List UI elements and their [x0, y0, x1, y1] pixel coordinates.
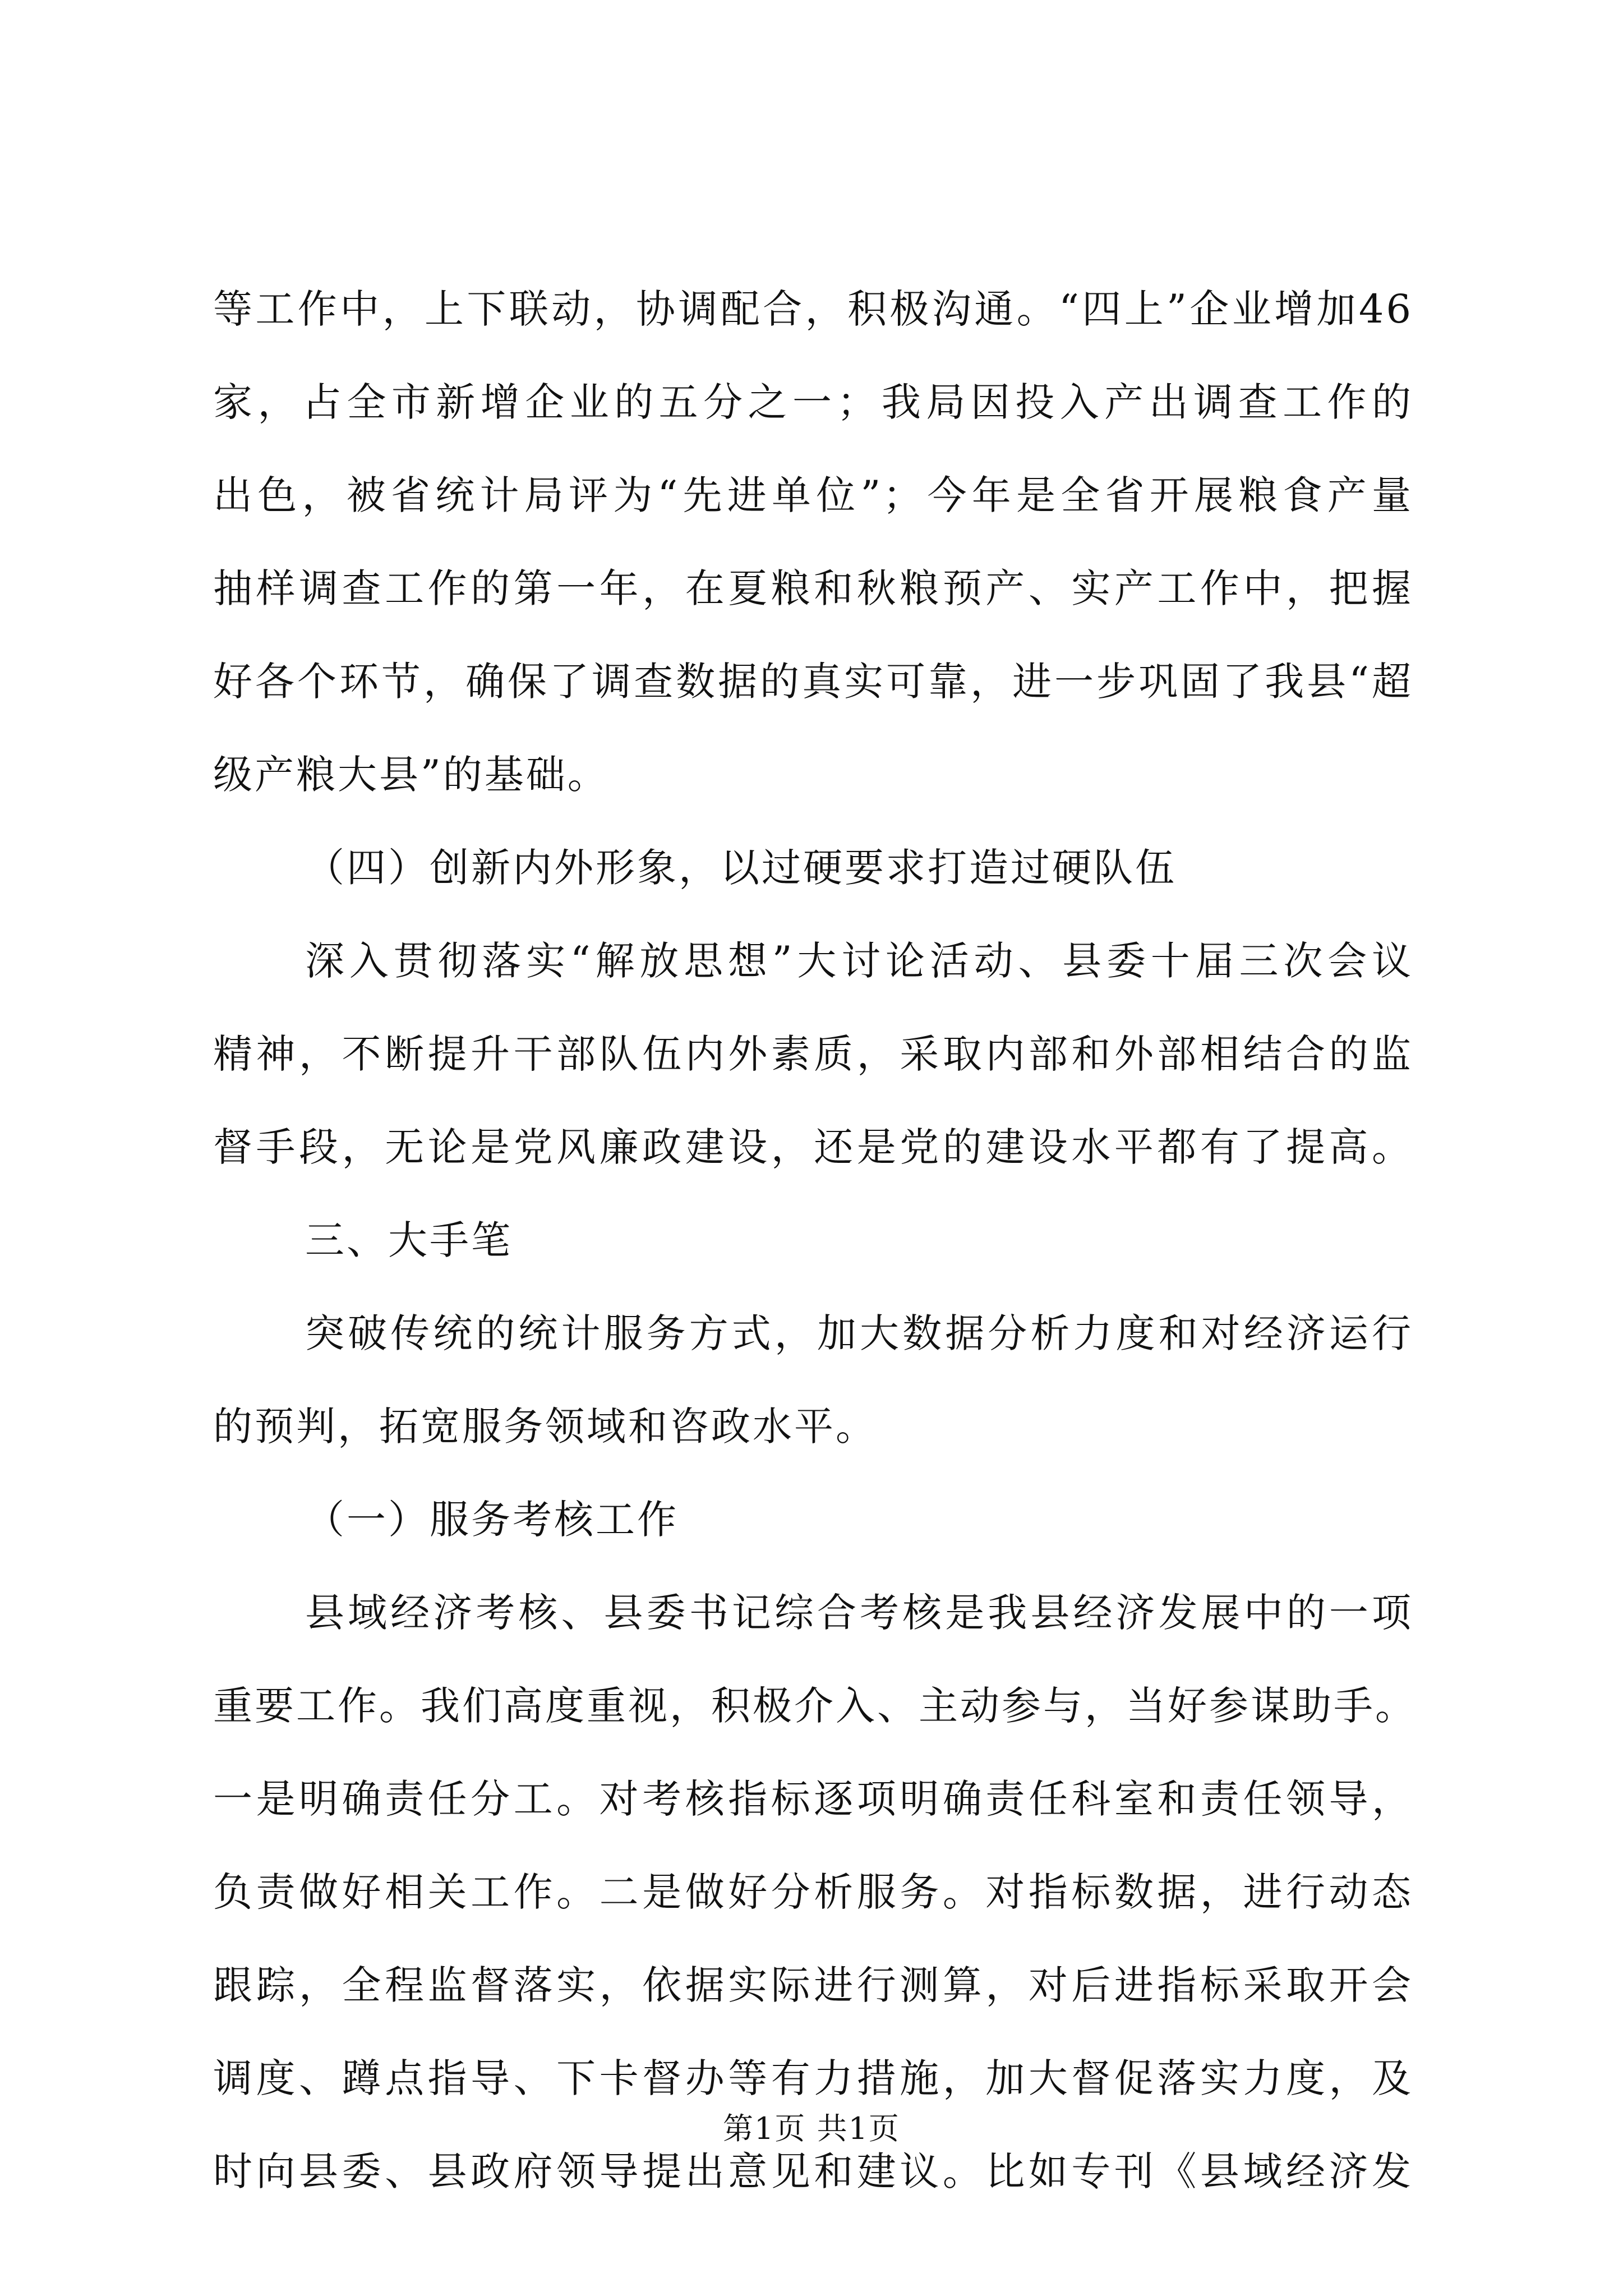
text-line: 负责做好相关工作。二是做好分析服务。对指标数据，进行动态 — [213, 1869, 1413, 1915]
document-body — [213, 263, 1417, 2218]
section-heading: （一）服务考核工作 — [305, 1497, 679, 1543]
text-line: 县域经济考核、县委书记综合考核是我县经济发展中的一项 — [305, 1590, 1413, 1636]
text-line: 等工作中，上下联动，协调配合，积极沟通。“四上”企业增加46 — [213, 286, 1413, 332]
text-line: 好各个环节，确保了调查数据的真实可靠，进一步巩固了我县“超 — [213, 659, 1413, 705]
text-line: 精神，不断提升干部队伍内外素质，采取内部和外部相结合的监 — [213, 1031, 1413, 1077]
text-line: 时向县委、县政府领导提出意见和建议。比如专刊《县域经济发 — [213, 2148, 1413, 2194]
text-line: 抽样调查工作的第一年，在夏粮和秋粮预产、实产工作中，把握 — [213, 565, 1413, 611]
page-footer: 第1页 共1页 — [723, 2111, 900, 2146]
text-line: 的预判，拓宽服务领域和咨政水平。 — [213, 1404, 877, 1450]
text-line: 级产粮大县”的基础。 — [213, 752, 609, 798]
text-line: 督手段，无论是党风廉政建设，还是党的建设水平都有了提高。 — [213, 1124, 1413, 1170]
text-line: 突破传统的统计服务方式，加大数据分析力度和对经济运行 — [305, 1310, 1413, 1356]
text-line: 调度、蹲点指导、下卡督办等有力措施，加大督促落实力度，及 — [213, 2055, 1413, 2101]
text-line: 重要工作。我们高度重视，积极介入、主动参与，当好参谋助手。 — [213, 1683, 1417, 1729]
text-line: 跟踪，全程监督落实，依据实际进行测算，对后进指标采取开会 — [213, 1962, 1413, 2008]
text-line: 出色，被省统计局评为“先进单位”；今年是全省开展粮食产量 — [213, 472, 1413, 518]
section-heading: （四）创新内外形象，以过硬要求打造过硬队伍 — [305, 845, 1177, 891]
section-heading: 三、大手笔 — [305, 1217, 513, 1263]
text-line: 深入贯彻落实“解放思想”大讨论活动、县委十届三次会议 — [305, 938, 1413, 984]
text-line: 家，占全市新增企业的五分之一；我局因投入产出调查工作的 — [213, 379, 1413, 425]
text-line: 一是明确责任分工。对考核指标逐项明确责任科室和责任领导， — [213, 1776, 1413, 1822]
